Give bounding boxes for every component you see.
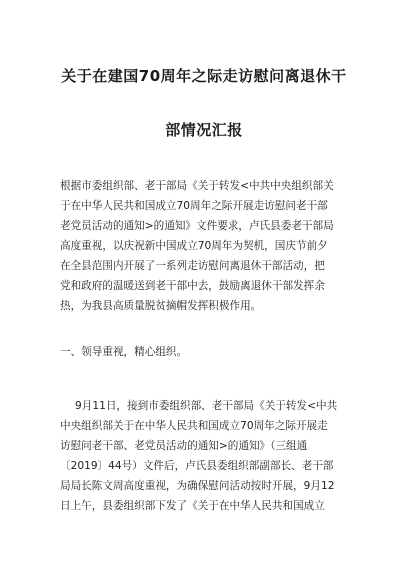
paragraph-line: 高度重视，以庆祝新中国成立70周年为契机，国庆节前夕 xyxy=(60,240,328,252)
paragraph-line: 中央组织部关于在中华人民共和国成立70周年之际开展走 xyxy=(60,420,328,432)
paragraph-line: 根据市委组织部、老干部局《关于转发<中共中央组织部关 xyxy=(60,180,334,192)
paragraph-line: 老党员活动的通知>的通知》文件要求，卢氏县委老干部局 xyxy=(60,220,334,232)
section-heading: 一、领导重视，精心组织。 xyxy=(60,346,188,358)
paragraph-line: 局局长陈文周高度重视，为确保慰问活动按时开展，9月12 xyxy=(60,480,335,492)
paragraph-line: 在全县范围内开展了一系列走访慰问离退休干部活动，把 xyxy=(60,260,325,272)
paragraph-line: 于在中华人民共和国成立70周年之际开展走访慰问老干部 xyxy=(60,200,328,212)
document-title-line-2: 部情况汇报 xyxy=(165,121,243,139)
document-title-line-1: 关于在建国70周年之际走访慰问离退休干 xyxy=(61,67,347,85)
paragraph-line: 日上午，县委组织部下发了《关于在中华人民共和国成立 xyxy=(60,500,325,512)
paragraph-line: 访慰问老干部、老党员活动的通知>的通知》（三组通 xyxy=(60,440,308,452)
paragraph-line: 党和政府的温暖送到老干部中去，鼓励离退休干部发挥余 xyxy=(60,280,325,292)
paragraph-line: 热，为我县高质量脱贫摘帽发挥积极作用。 xyxy=(60,300,262,312)
paragraph-line: 〔2019〕44号）文件后，卢氏县委组织部副部长、老干部 xyxy=(60,460,334,472)
paragraph-line: 9月11日，接到市委组织部、老干部局《关于转发<中共 xyxy=(75,400,338,412)
